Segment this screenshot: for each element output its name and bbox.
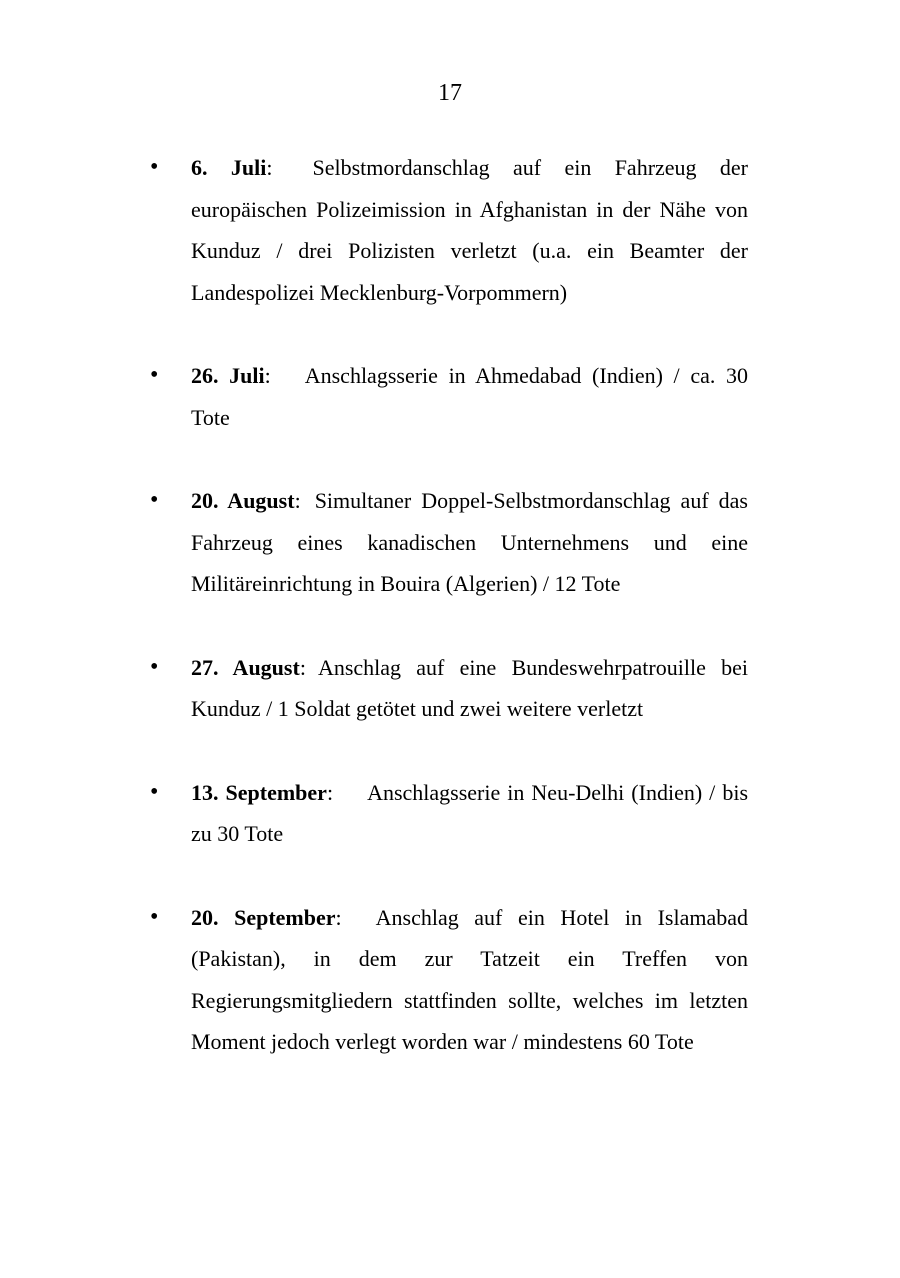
- entry-text: [191, 647, 748, 730]
- entry-colon: :: [266, 155, 273, 180]
- entry-colon: :: [299, 654, 306, 680]
- list-item: [0, 772, 900, 855]
- entry-description: Anschlag auf ein Hotel in Islamabad (Pakistan), in dem zur Tatzeit ein Treffen von Regierungsmitgliedern stattfinden sollte, welches im letzten Moment jedoch verlegt worden war / mindestens 60 Tote: [191, 904, 748, 1054]
- entry-date: 27. August: [191, 654, 300, 680]
- entry-text: [191, 480, 748, 605]
- list-item: [0, 355, 900, 438]
- entry-description: Selbstmordanschlag auf ein Fahrzeug der europäischen Polizeimission in Afghanistan in der Nähe von Kunduz / drei Polizisten verletzt (u.a. ein Beamter der Landespolizei Mecklenburg-Vorpommern): [191, 155, 748, 305]
- entry-description: Simultaner Doppel-Selbstmordanschlag auf das Fahrzeug eines kanadischen Unternehmens und eine Militäreinrichtung in Bouira (Algerien) / 12 Tote: [191, 488, 748, 596]
- entry-colon: :: [326, 779, 334, 805]
- entry-date: 26. Juli: [191, 363, 265, 388]
- entry-text: [191, 147, 748, 313]
- event-list: [0, 147, 900, 1105]
- entry-text: [191, 355, 748, 438]
- bullet-marker: •: [150, 487, 159, 513]
- list-item: [0, 147, 900, 313]
- bullet-marker: •: [150, 154, 159, 180]
- entry-description: Anschlagsserie in Ahmedabad (Indien) / ca. 30 Tote: [191, 363, 748, 430]
- entry-date: 20. September: [191, 904, 336, 930]
- page-number: 17: [438, 80, 462, 106]
- entry-date: 20. August: [191, 488, 295, 513]
- bullet-marker: •: [150, 362, 159, 388]
- entry-colon: :: [294, 488, 301, 513]
- list-item: [0, 647, 900, 730]
- list-item: [0, 480, 900, 605]
- entry-description: Anschlag auf eine Bundeswehrpatrouille bei Kunduz / 1 Soldat getötet und zwei weitere verletzt: [191, 654, 748, 721]
- entry-text: [191, 897, 748, 1063]
- entry-colon: :: [264, 363, 271, 388]
- entry-text: [191, 772, 748, 855]
- entry-colon: :: [335, 904, 342, 930]
- bullet-marker: •: [150, 903, 159, 930]
- list-item: [0, 897, 900, 1063]
- entry-date: 13. September: [191, 779, 327, 805]
- entry-description: Anschlagsserie in Neu-Delhi (Indien) / bis zu 30 Tote: [191, 779, 748, 846]
- bullet-marker: •: [150, 778, 159, 805]
- bullet-marker: •: [150, 653, 159, 680]
- entry-date: 6. Juli: [191, 155, 267, 180]
